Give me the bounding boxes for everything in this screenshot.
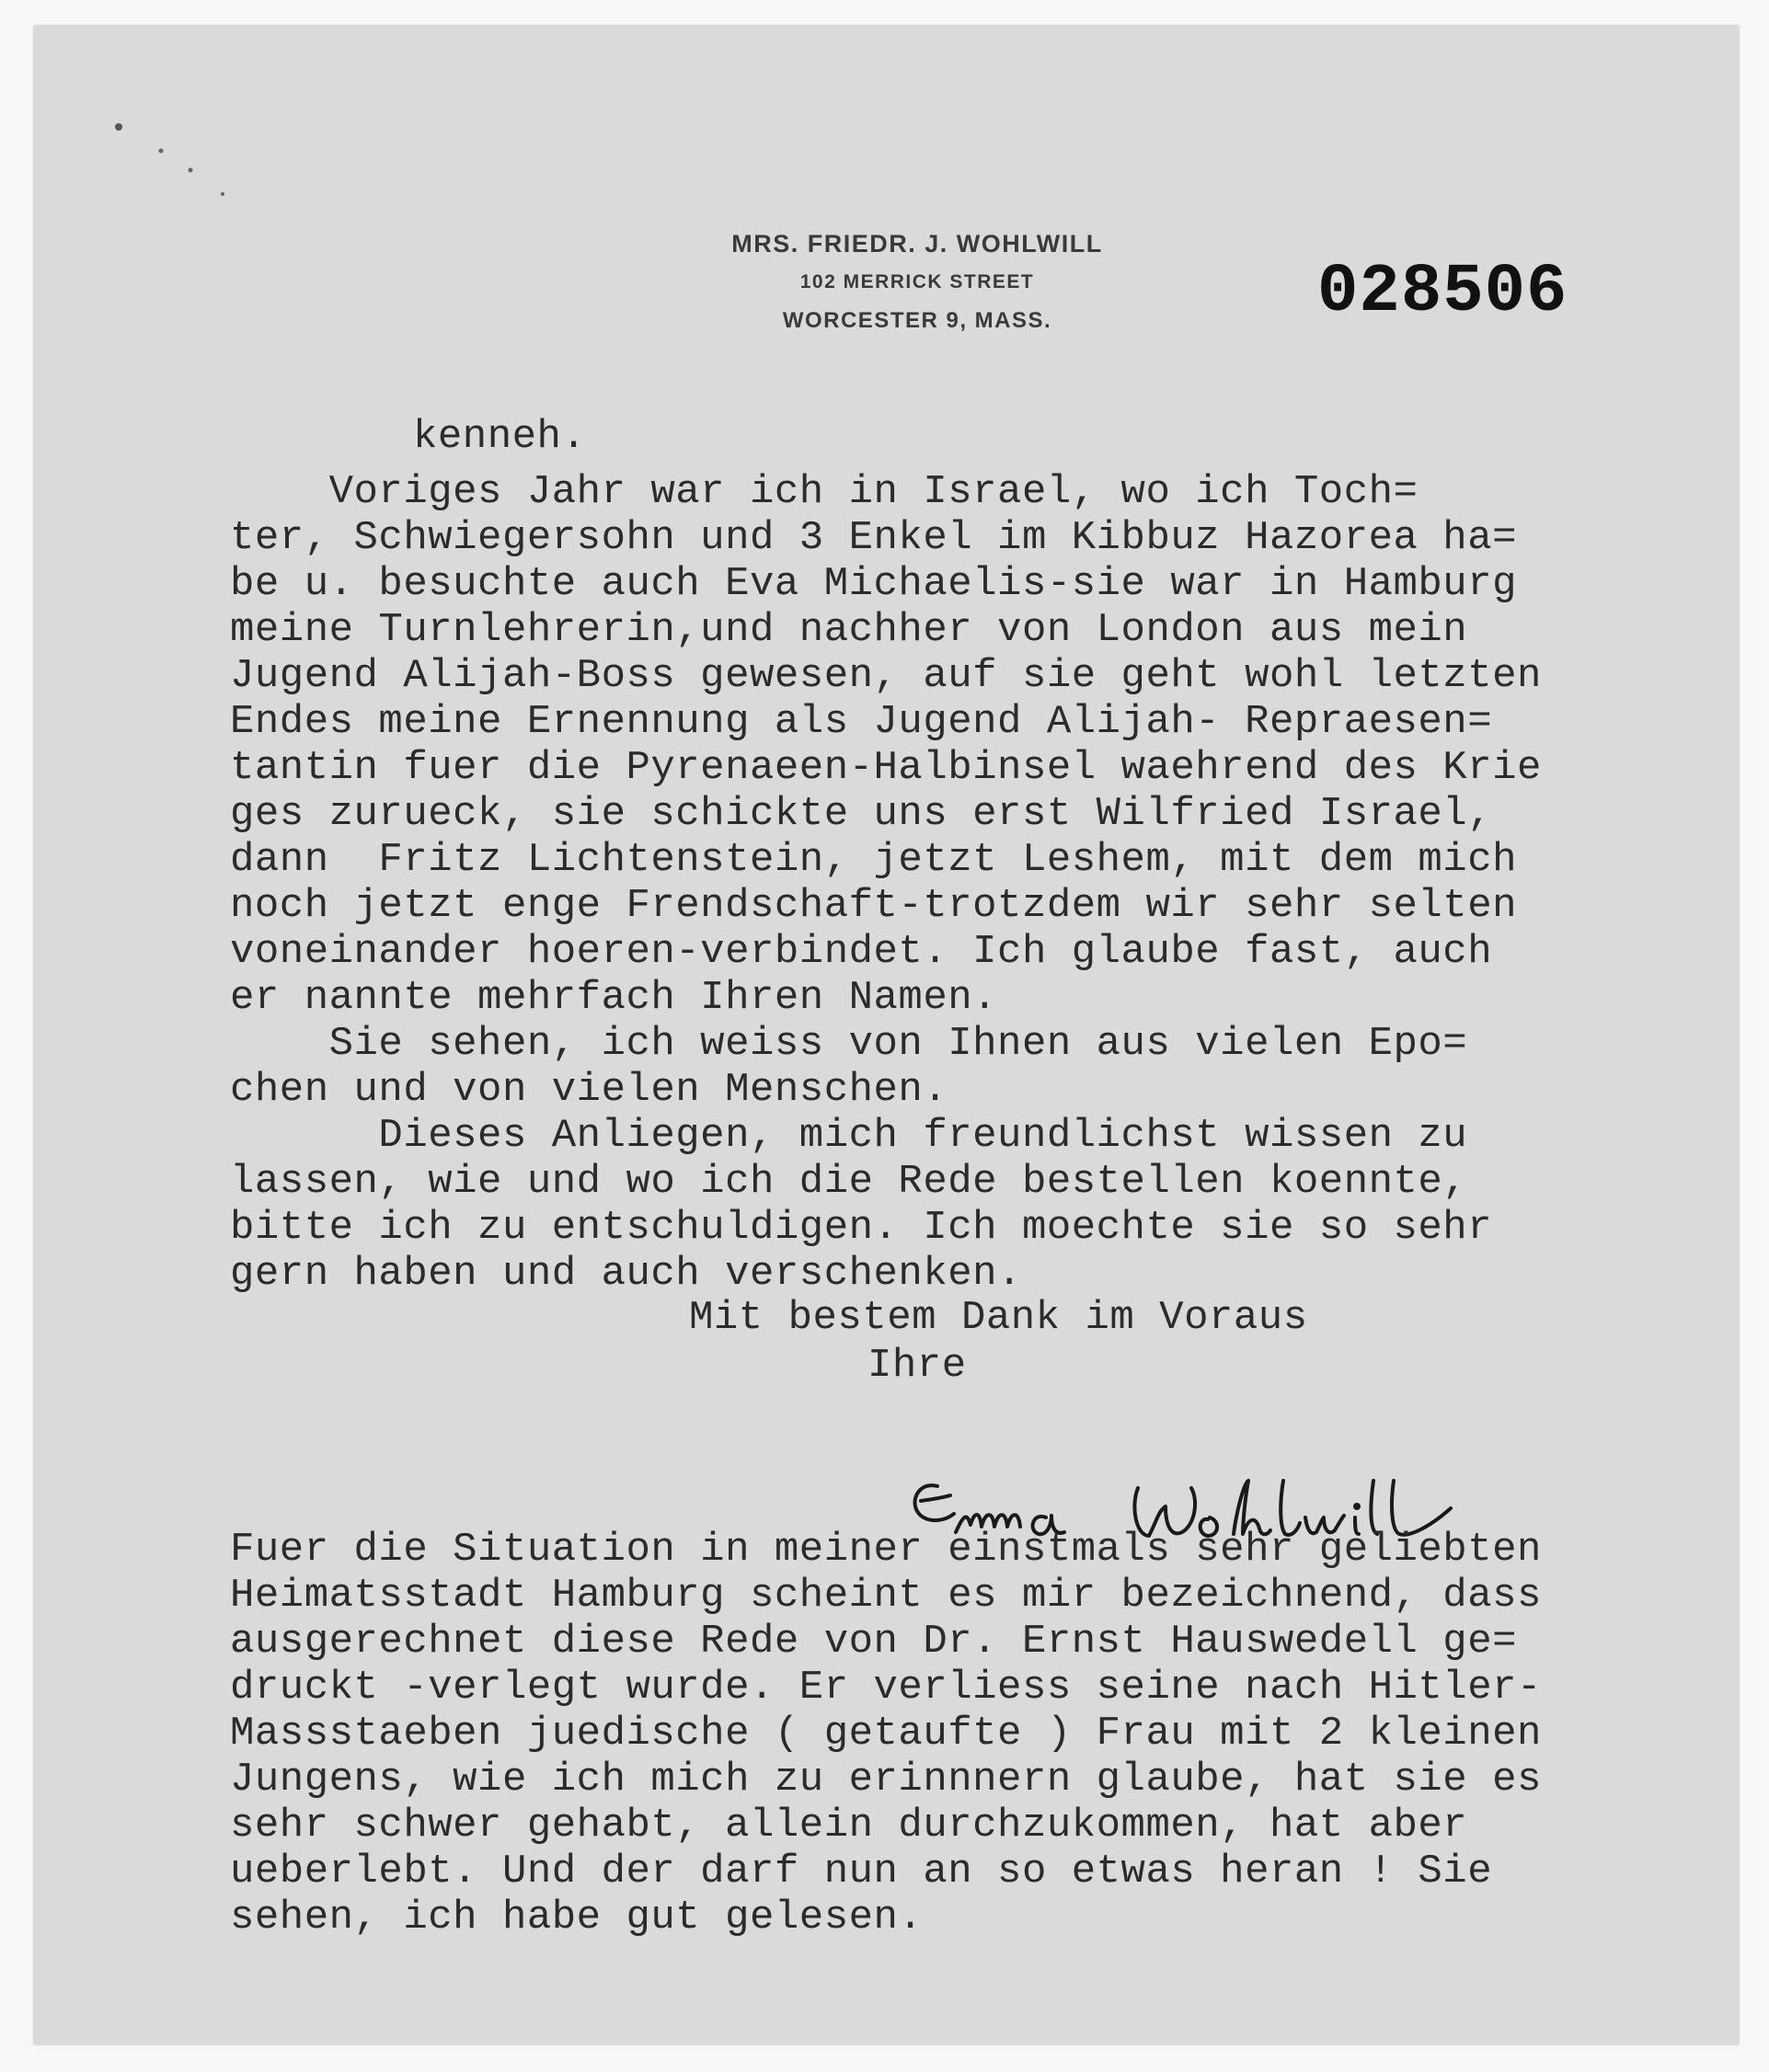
text-line: Voriges Jahr war ich in Israel, wo ich Toch= (230, 469, 1419, 515)
text-line: Jugend Alijah-Boss gewesen, auf sie geht wohl letzten (230, 653, 1542, 699)
text-line: er nannte mehrfach Ihren Namen. (230, 975, 998, 1021)
text-line: Fuer die Situation in meiner einstmals sehr geliebten (230, 1527, 1542, 1573)
text-line: Dieses Anliegen, mich freundlichst wissen zu (230, 1113, 1468, 1159)
text-line: be u. besuchte auch Eva Michaelis-sie war in Hamburg (230, 561, 1518, 607)
postscript (230, 1527, 1769, 1940)
text-line: voneinander hoeren-verbindet. Ich glaube fast, auch (230, 929, 1493, 975)
text-line: Jungens, wie ich mich zu erinnnern glaube, hat sie es (230, 1757, 1542, 1803)
paragraph-1 (230, 469, 1769, 1021)
paragraph-2 (230, 1021, 1769, 1113)
text-line: ges zurueck, sie schickte uns erst Wilfried Israel, (230, 791, 1493, 837)
text-line: bitte ich zu entschuldigen. Ich moechte sie so sehr (230, 1205, 1493, 1251)
closing-line: Mit bestem Dank im Voraus (689, 1295, 1308, 1341)
text-line: Massstaeben juedische ( getaufte ) Frau mit 2 kleinen (230, 1711, 1542, 1757)
text-line: meine Turnlehrerin,und nachher von London aus mein (230, 607, 1468, 653)
paper-specks-decoration (34, 26, 310, 265)
text-line: chen und von vielen Menschen. (230, 1067, 948, 1113)
opening-fragment: kenneh. (413, 414, 587, 460)
text-line: Heimatsstadt Hamburg scheint es mir bezeichnend, dass (230, 1573, 1542, 1619)
letterhead-street: 102 MERRICK STREET (799, 271, 1035, 292)
text-line: sehen, ich habe gut gelesen. (230, 1895, 924, 1940)
text-line: ueberlebt. Und der darf nun an so etwas heran ! Sie (230, 1849, 1493, 1895)
document-number-stamp: 028506 (1317, 254, 1568, 331)
text-line: lassen, wie und wo ich die Rede bestellen koennte, (230, 1159, 1468, 1205)
text-line: Endes meine Ernennung als Jugend Alijah- Repraesen= (230, 699, 1493, 745)
text-line: Sie sehen, ich weiss von Ihnen aus vielen Epo= (230, 1021, 1468, 1067)
text-line: sehr schwer gehabt, allein durchzukommen, hat aber (230, 1803, 1468, 1849)
text-line: ausgerechnet diese Rede von Dr. Ernst Hauswedell ge= (230, 1619, 1518, 1665)
letter-page (34, 26, 1739, 2044)
letterhead-name: MRS. FRIEDR. J. WOHLWILL (731, 230, 1103, 258)
letterhead-city: WORCESTER 9, MASS. (782, 308, 1052, 333)
text-line: druckt -verlegt wurde. Er verliess seine nach Hitler- (230, 1665, 1542, 1711)
letterhead (660, 223, 1175, 341)
text-line: dann Fritz Lichtenstein, jetzt Leshem, mit dem mich (230, 837, 1518, 883)
text-line: ter, Schwiegersohn und 3 Enkel im Kibbuz Hazorea ha= (230, 515, 1518, 561)
text-line: noch jetzt enge Frendschaft-trotzdem wir sehr selten (230, 883, 1518, 929)
paragraph-3 (230, 1113, 1769, 1297)
text-line: tantin fuer die Pyrenaeen-Halbinsel waehrend des Krie (230, 745, 1542, 791)
closing-ihre: Ihre (867, 1343, 967, 1389)
text-line: gern haben und auch verschenken. (230, 1251, 1022, 1297)
